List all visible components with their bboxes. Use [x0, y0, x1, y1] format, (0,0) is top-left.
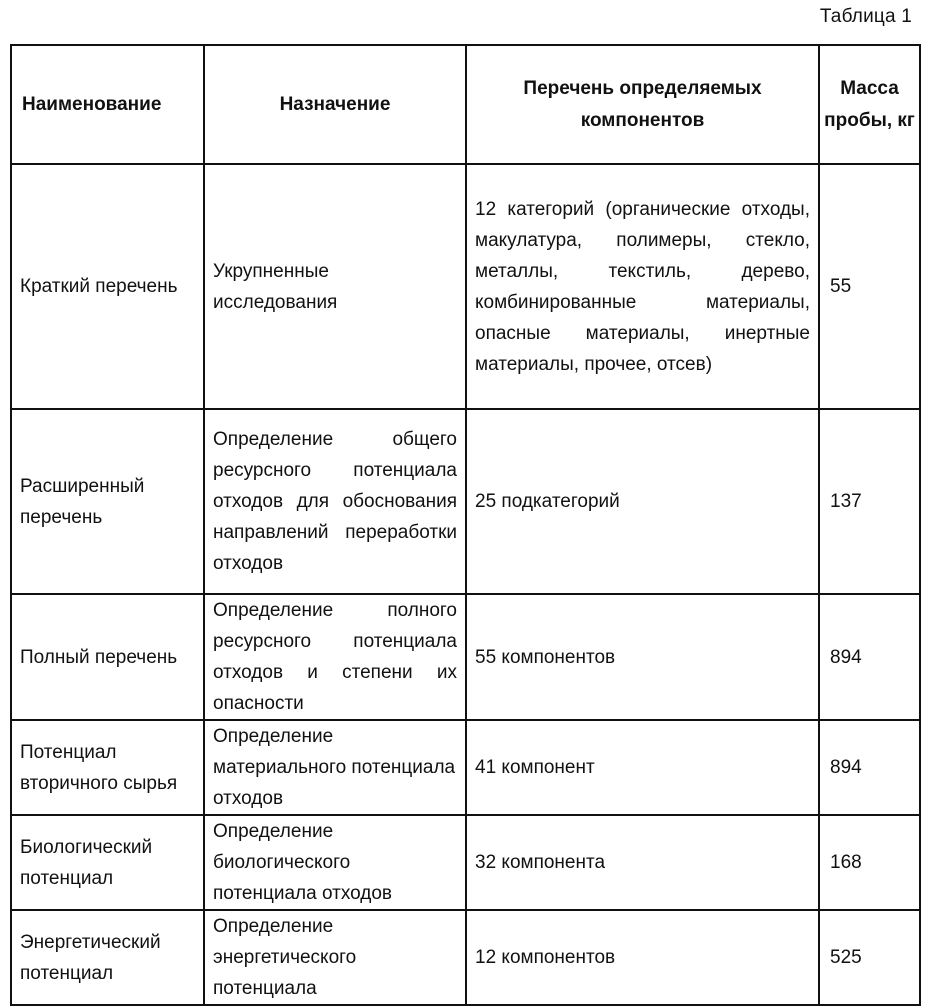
cell-components: 55 компонентов [466, 594, 819, 720]
header-name: Наименование [11, 45, 204, 164]
cell-mass: 894 [819, 720, 920, 815]
cell-purpose: Определение материального потенциала отходов [204, 720, 466, 815]
table-header-row [11, 45, 920, 164]
cell-components: 32 компонента [466, 815, 819, 910]
cell-components: 25 подкатегорий [466, 409, 819, 594]
table-row [11, 720, 920, 815]
cell-name: Потенциал вторичного сырья [11, 720, 204, 815]
cell-mass: 525 [819, 910, 920, 1005]
cell-mass: 55 [819, 164, 920, 409]
table-row [11, 594, 920, 720]
cell-name: Энергетический потенциал [11, 910, 204, 1005]
table-caption: Таблица 1 [819, 6, 912, 27]
cell-name: Полный перечень [11, 594, 204, 720]
cell-purpose: Укрупненные исследования [204, 164, 466, 409]
cell-name: Расширенный перечень [11, 409, 204, 594]
cell-purpose: Определение энергетического потенциала [204, 910, 466, 1005]
cell-mass: 168 [819, 815, 920, 910]
cell-name: Биологический потенциал [11, 815, 204, 910]
header-purpose: Назначение [204, 45, 466, 164]
table-row [11, 815, 920, 910]
table-row [11, 910, 920, 1005]
cell-purpose: Определение полного ресурсного потенциала отходов и степени их опасности [204, 594, 466, 720]
table-row [11, 164, 920, 409]
cell-components: 41 компонент [466, 720, 819, 815]
cell-name: Краткий перечень [11, 164, 204, 409]
cell-components: 12 категорий (органические отходы, макулатура, полимеры, стекло, металлы, текстиль, дерево, комбинированные материалы, опасные материалы, инертные материалы, прочее, отсев) [466, 164, 819, 409]
header-mass: Масса пробы, кг [819, 45, 920, 164]
header-components: Перечень определяемых компонентов [466, 45, 819, 164]
table-row [11, 409, 920, 594]
data-table [10, 44, 921, 1006]
cell-purpose: Определение общего ресурсного потенциала отходов для обоснования направлений переработки отходов [204, 409, 466, 594]
cell-mass: 894 [819, 594, 920, 720]
cell-purpose: Определение биологического потенциала отходов [204, 815, 466, 910]
cell-mass: 137 [819, 409, 920, 594]
cell-components: 12 компонентов [466, 910, 819, 1005]
